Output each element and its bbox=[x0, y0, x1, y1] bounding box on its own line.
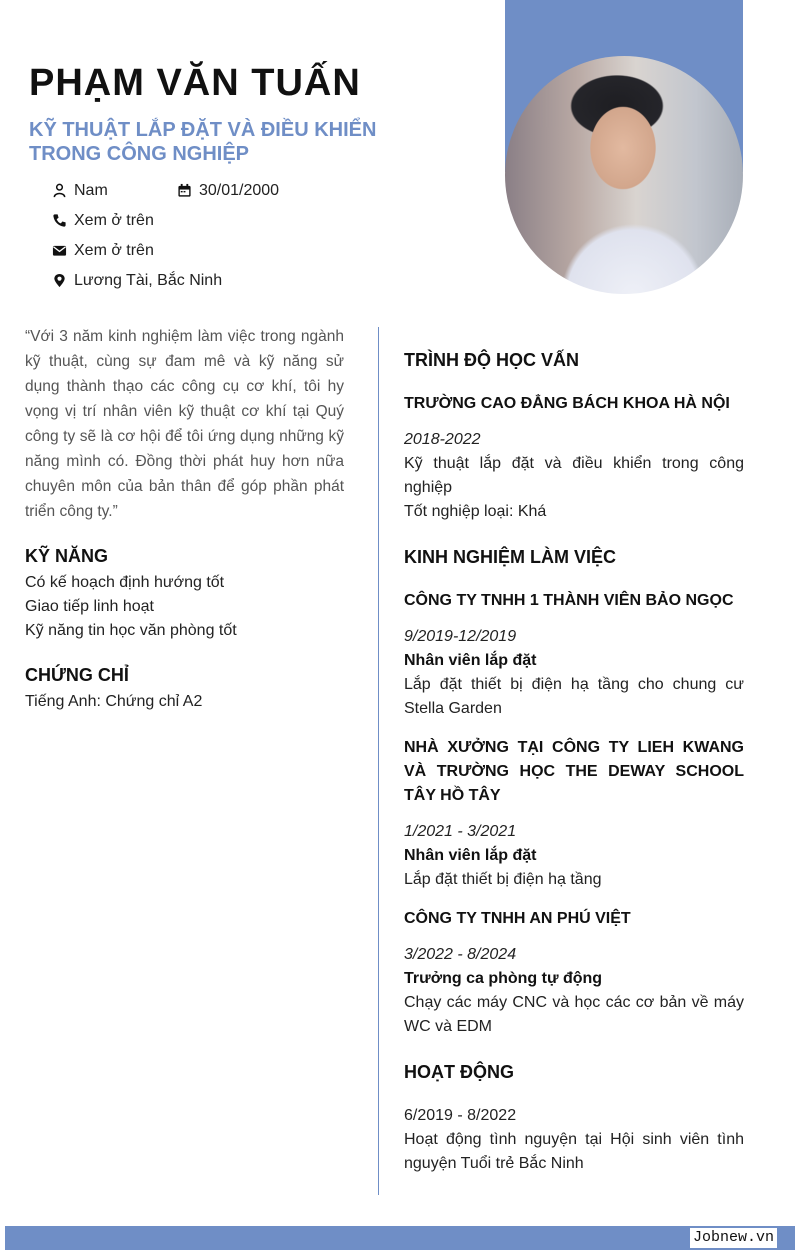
column-divider bbox=[378, 327, 379, 1195]
address-value: Lương Tài, Bắc Ninh bbox=[74, 272, 223, 289]
education-details bbox=[404, 428, 744, 524]
profile-photo bbox=[505, 56, 743, 294]
job-title: KỸ THUẬT LẮP ĐẶT VÀ ĐIỀU KHIỂN TRONG CÔNG NGHIỆP bbox=[29, 119, 377, 165]
school-name: TRƯỜNG CAO ĐẲNG BÁCH KHOA HÀ NỘI bbox=[404, 395, 730, 412]
activity-description: Hoạt động tình nguyện tại Hội sinh viên tình nguyện Tuổi trẻ Bắc Ninh bbox=[404, 1131, 744, 1172]
experience-details bbox=[404, 625, 744, 721]
company-name: NHÀ XƯỞNG TẠI CÔNG TY LIEH KWANG VÀ TRƯỜNG HỌC THE DEWAY SCHOOL TÂY HỒ TÂY bbox=[404, 739, 744, 804]
activities-section bbox=[404, 1062, 744, 1083]
envelope-icon bbox=[52, 243, 68, 259]
activities-details bbox=[404, 1104, 744, 1176]
email-value: Xem ở trên bbox=[74, 242, 154, 259]
education-entry bbox=[404, 392, 744, 416]
experience-entry bbox=[404, 736, 744, 808]
job-role: Nhân viên lắp đặt bbox=[404, 847, 537, 864]
gender-value: Nam bbox=[74, 182, 108, 199]
calendar-icon bbox=[177, 183, 193, 199]
job-description: Lắp đặt thiết bị điện hạ tầng cho chung cư Stella Garden bbox=[404, 676, 744, 717]
education-major: Kỹ thuật lắp đặt và điều khiển trong công nghiệp bbox=[404, 455, 744, 496]
skill-item: Giao tiếp linh hoạt bbox=[25, 598, 154, 615]
job-period: 1/2021 - 3/2021 bbox=[404, 823, 517, 840]
certificate-item: Tiếng Anh: Chứng chỉ A2 bbox=[25, 693, 203, 710]
skill-item: Có kế hoạch định hướng tốt bbox=[25, 574, 225, 591]
candidate-name: PHẠM VĂN TUẤN bbox=[29, 62, 361, 104]
education-period: 2018-2022 bbox=[404, 431, 481, 448]
job-role: Nhân viên lắp đặt bbox=[404, 652, 537, 669]
skill-item: Kỹ năng tin học văn phòng tốt bbox=[25, 622, 237, 639]
job-description: Lắp đặt thiết bị điện hạ tầng bbox=[404, 871, 602, 888]
birthdate-row bbox=[177, 182, 279, 200]
email-row bbox=[52, 242, 154, 260]
map-pin-icon bbox=[52, 273, 68, 289]
gender-row bbox=[52, 182, 108, 200]
footer-brand[interactable]: Jobnew.vn bbox=[690, 1228, 777, 1248]
footer-bar bbox=[5, 1226, 795, 1250]
experience-section bbox=[404, 547, 744, 568]
person-icon bbox=[52, 183, 68, 199]
job-period: 3/2022 - 8/2024 bbox=[404, 946, 517, 963]
company-name: CÔNG TY TNHH AN PHÚ VIỆT bbox=[404, 910, 631, 927]
job-period: 9/2019-12/2019 bbox=[404, 628, 517, 645]
experience-heading: KINH NGHIỆM LÀM VIỆC bbox=[404, 547, 617, 567]
education-section bbox=[404, 350, 744, 371]
job-description: Chạy các máy CNC và học các cơ bản về máy WC và EDM bbox=[404, 994, 744, 1035]
experience-details bbox=[404, 943, 744, 1039]
education-grade: Tốt nghiệp loại: Khá bbox=[404, 503, 547, 520]
phone-value: Xem ở trên bbox=[74, 212, 154, 229]
company-name: CÔNG TY TNHH 1 THÀNH VIÊN BẢO NGỌC bbox=[404, 592, 734, 609]
experience-entry bbox=[404, 589, 744, 613]
education-heading: TRÌNH ĐỘ HỌC VẤN bbox=[404, 350, 579, 370]
career-objective: “Với 3 năm kinh nghiệm làm việc trong ngành kỹ thuật, cùng sự đam mê và kỹ năng sử dụng thành thạo các công cụ cơ khí, tôi hy vọng vị trí nhân viên kỹ thuật cơ khí tại Quý công ty sẽ là cơ hội để tôi ứng dụng những kỹ năng mình có. Đồng thời phát huy hơn nữa chuyên môn của bản thân để góp phần phát triển công ty.” bbox=[25, 328, 344, 520]
certificates-heading: CHỨNG CHỈ bbox=[25, 665, 129, 685]
experience-entry bbox=[404, 907, 744, 931]
phone-icon bbox=[52, 213, 68, 229]
birthdate-value: 30/01/2000 bbox=[199, 182, 280, 199]
activities-heading: HOẠT ĐỘNG bbox=[404, 1062, 514, 1082]
activity-period: 6/2019 - 8/2022 bbox=[404, 1107, 517, 1124]
skills-heading: KỸ NĂNG bbox=[25, 546, 109, 566]
address-row bbox=[52, 272, 222, 290]
job-role: Trưởng ca phòng tự động bbox=[404, 970, 603, 987]
phone-row bbox=[52, 212, 154, 230]
experience-details bbox=[404, 820, 744, 892]
